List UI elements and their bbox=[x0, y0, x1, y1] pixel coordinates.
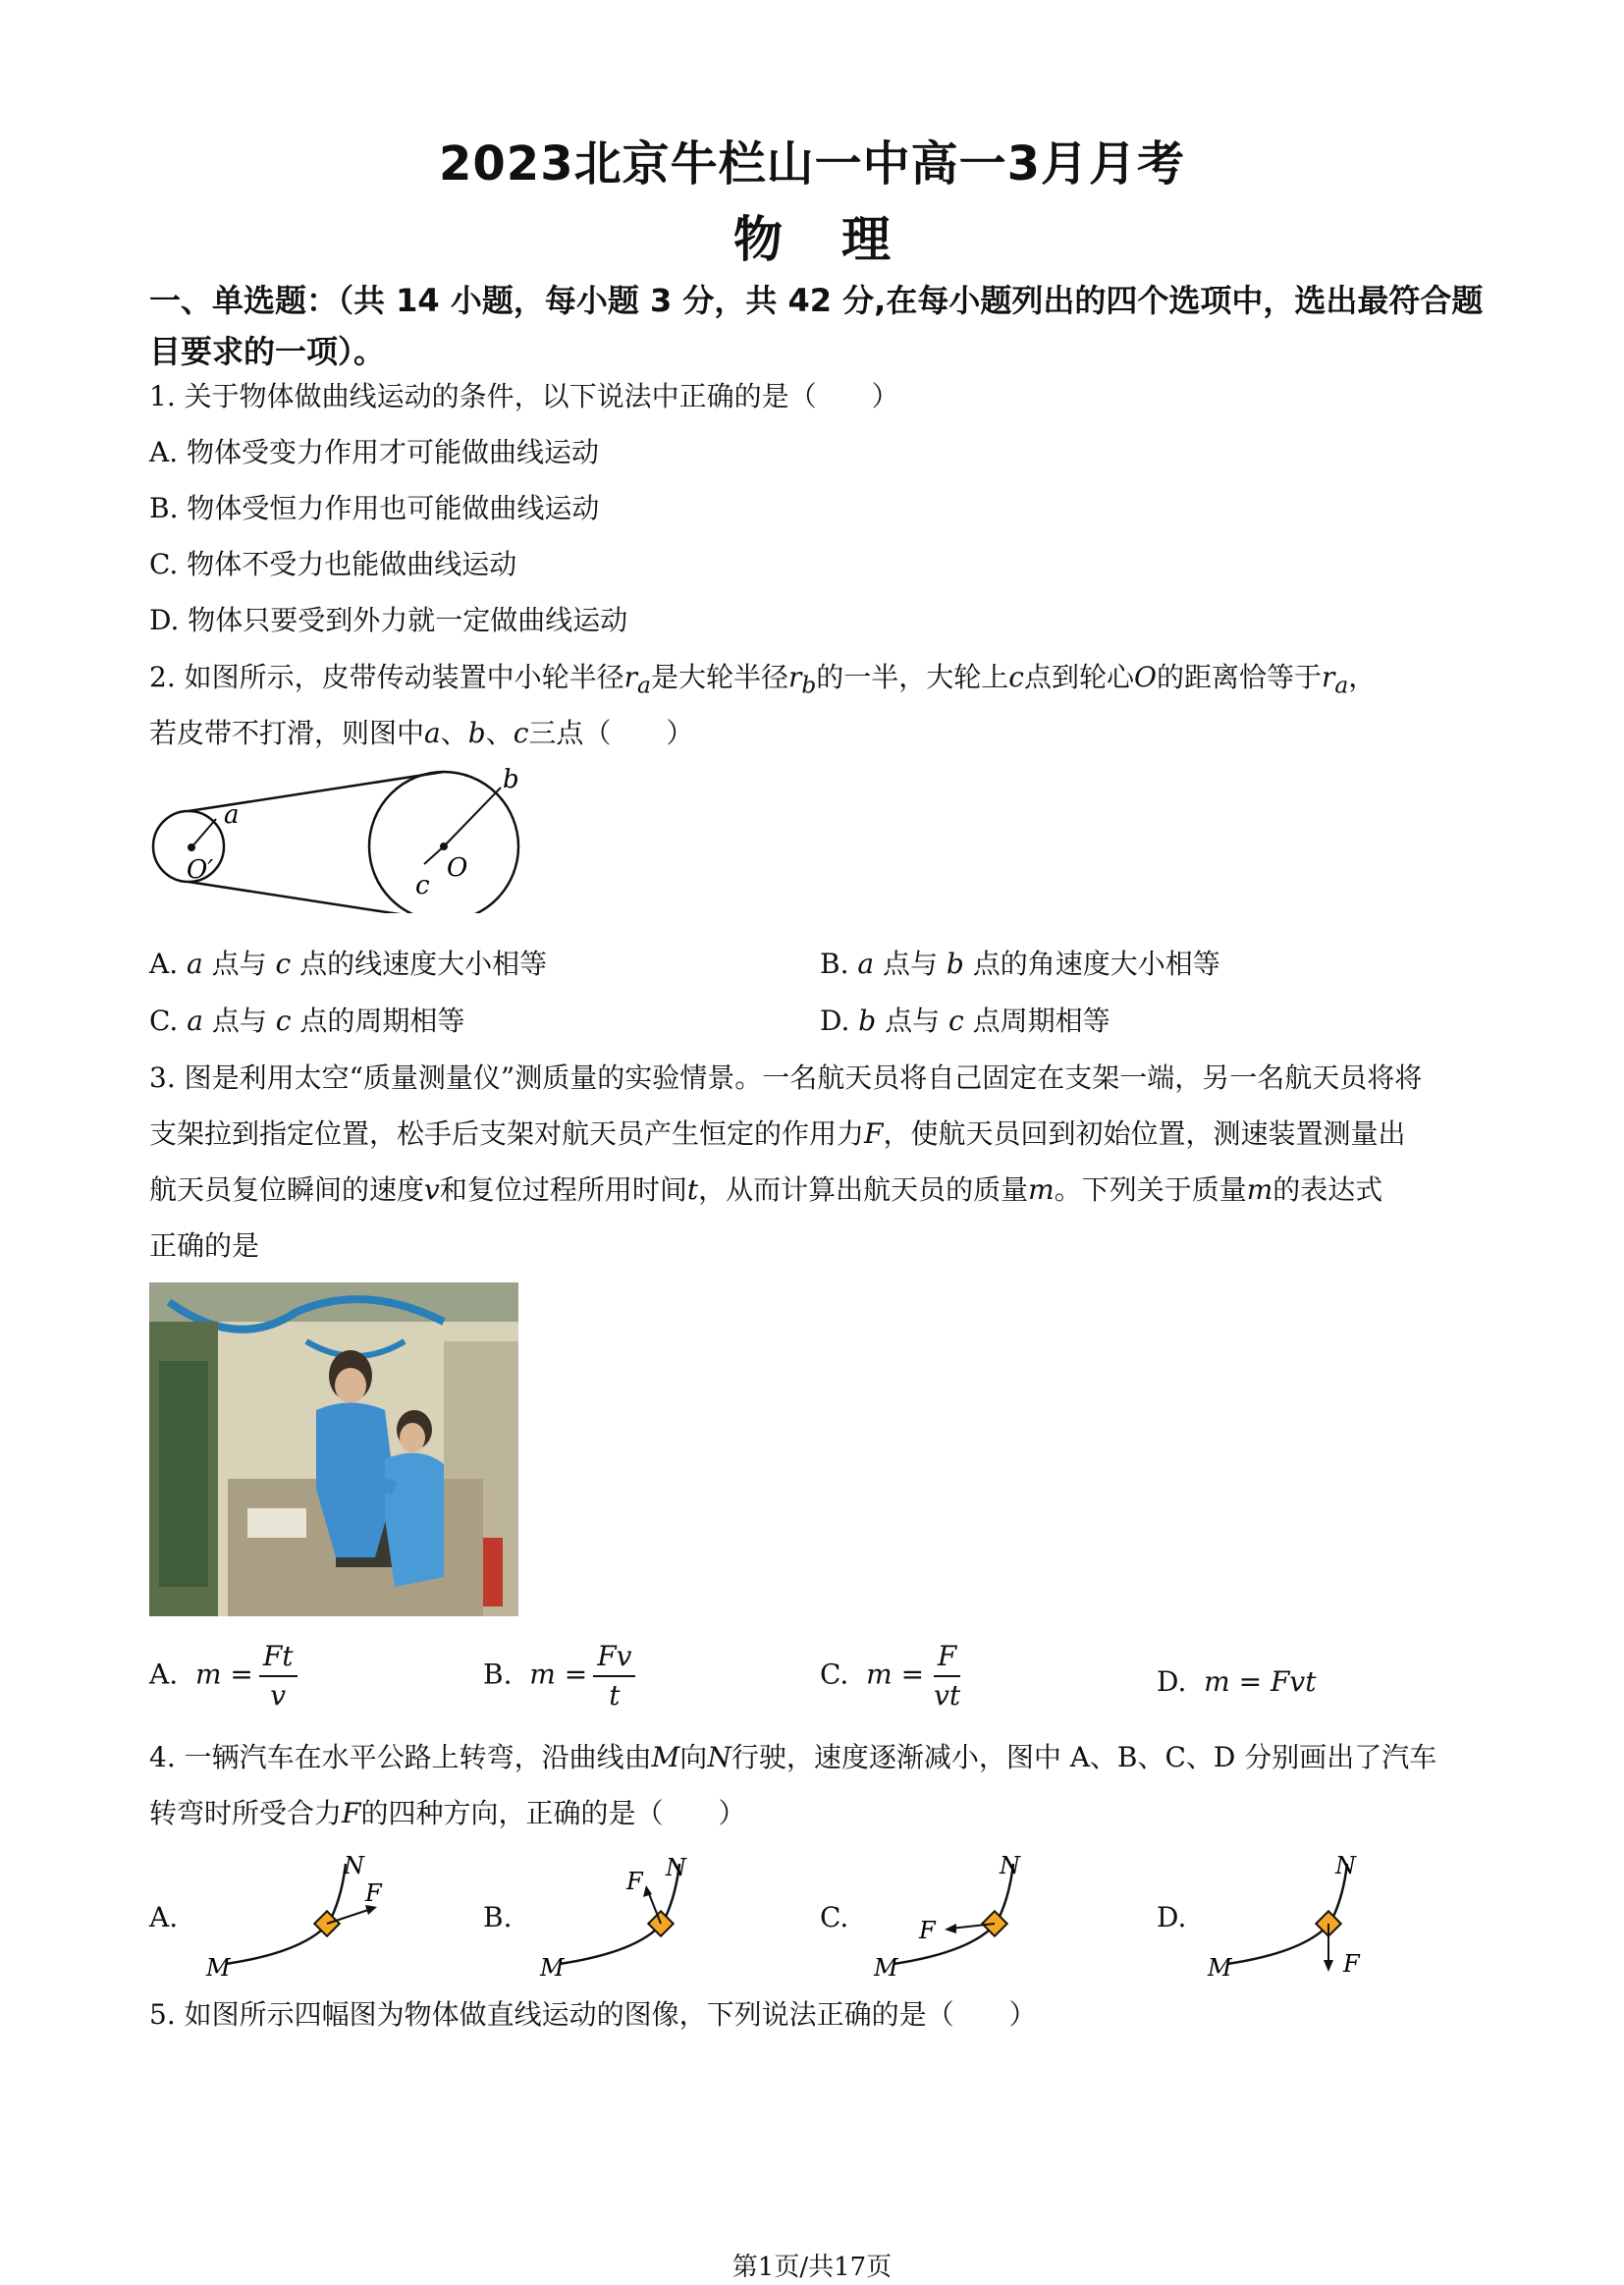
q1-option-a: A. 物体受变力作用才可能做曲线运动 bbox=[149, 436, 600, 468]
label-a: a bbox=[224, 800, 240, 830]
q2-option-b: B. a 点与 b 点的角速度大小相等 bbox=[820, 948, 1220, 980]
q3-line3: 航天员复位瞬间的速度v和复位过程所用时间t，从而计算出航天员的质量m。下列关于质量m的表达式 bbox=[149, 1173, 1383, 1206]
svg-text:F: F bbox=[919, 1917, 936, 1944]
q4-figure-c bbox=[864, 1854, 1060, 1982]
section-heading-line1: 一、单选题：（共 14 小题，每小题 3 分，共 42 分,在每小题列出的四个选项中，选出最符合题 bbox=[149, 282, 1484, 319]
q4-figure-b bbox=[530, 1854, 727, 1982]
q1-option-b: B. 物体受恒力作用也可能做曲线运动 bbox=[149, 492, 600, 524]
astronaut-photo bbox=[149, 1282, 518, 1616]
small-center-dot bbox=[188, 843, 195, 851]
q4-figure-d bbox=[1198, 1854, 1394, 1982]
svg-text:N: N bbox=[344, 1854, 364, 1879]
belt-bottom bbox=[189, 882, 444, 913]
svg-text:F: F bbox=[626, 1868, 643, 1895]
svg-text:M: M bbox=[540, 1954, 565, 1982]
q3-line2: 支架拉到指定位置，松手后支架对航天员产生恒定的作用力F，使航天员回到初始位置，测速装置测量出 bbox=[149, 1117, 1406, 1150]
svg-text:F: F bbox=[1343, 1950, 1360, 1978]
small-radius bbox=[191, 819, 216, 847]
label-O: O bbox=[447, 853, 468, 883]
large-radius bbox=[444, 788, 501, 846]
q2-stem-line2: 若皮带不打滑，则图中a、b、c三点（ ） bbox=[149, 717, 694, 749]
q1-stem: 1. 关于物体做曲线运动的条件，以下说法中正确的是（ ） bbox=[149, 380, 899, 412]
q2-option-c: C. a 点与 c 点的周期相等 bbox=[149, 1005, 465, 1037]
q3-option-d: D. m = Fvt bbox=[1157, 1665, 1317, 1698]
page-footer: 第1页/共17页 bbox=[731, 2253, 893, 2282]
svg-text:M: M bbox=[1208, 1954, 1232, 1982]
svg-text:M: M bbox=[874, 1954, 898, 1982]
subject-title: 物理 bbox=[733, 211, 949, 268]
q4-line2: 转弯时所受合力F的四种方向，正确的是（ ） bbox=[149, 1797, 746, 1829]
q4-option-a-label: A. bbox=[149, 1901, 179, 1933]
q4-option-c-label: C. bbox=[820, 1901, 849, 1933]
q1-option-d: D. 物体只要受到外力就一定做曲线运动 bbox=[149, 604, 628, 636]
q2-option-a: A. a 点与 c 点的线速度大小相等 bbox=[149, 948, 548, 980]
q3-option-c: C. m = $\frac{F}{vt}$ bbox=[820, 1640, 961, 1712]
q4-figure-a bbox=[196, 1854, 432, 1982]
large-center-dot bbox=[440, 843, 448, 850]
belt-pulley-figure bbox=[147, 766, 530, 913]
label-c: c bbox=[415, 871, 430, 900]
q2-option-d: D. b 点与 c 点周期相等 bbox=[820, 1005, 1110, 1037]
section-heading bbox=[149, 275, 1504, 377]
svg-text:N: N bbox=[1000, 1854, 1020, 1879]
svg-text:M: M bbox=[206, 1954, 231, 1982]
exam-title: 2023北京牛栏山一中高一3月月考 bbox=[439, 136, 1185, 191]
label-b: b bbox=[503, 766, 519, 794]
q4-option-b-label: B. bbox=[483, 1901, 513, 1933]
svg-text:N: N bbox=[666, 1854, 686, 1881]
section-heading-line2: 目要求的一项）。 bbox=[149, 333, 386, 370]
q3-line4: 正确的是 bbox=[149, 1229, 260, 1262]
q4-line1: 4. 一辆汽车在水平公路上转弯，沿曲线由M向N行驶，速度逐渐减小，图中 A、B、C、D 分别画出了汽车 bbox=[149, 1741, 1437, 1773]
c-radius bbox=[424, 846, 444, 864]
q2-stem-line1: 2. 如图所示，皮带传动装置中小轮半径$r_a$是大轮半径$r_b$的一半，大轮上c点到轮心O的距离恰等于$r_a$， bbox=[149, 661, 1377, 699]
q5-stem: 5. 如图所示四幅图为物体做直线运动的图像，下列说法正确的是（ ） bbox=[149, 1998, 1037, 2031]
svg-text:F: F bbox=[365, 1879, 382, 1907]
q3-option-b: B. m = $\frac{Fv}{t}$ bbox=[483, 1638, 635, 1714]
svg-text:N: N bbox=[1335, 1854, 1356, 1879]
q1-option-c: C. 物体不受力也能做曲线运动 bbox=[149, 548, 517, 580]
q3-option-a: A. m = $\frac{Ft}{v}$ bbox=[149, 1638, 298, 1714]
q4-option-d-label: D. bbox=[1157, 1901, 1187, 1933]
label-O-prime: O′ bbox=[187, 855, 214, 885]
q3-line1: 3. 图是利用太空“质量测量仪”测质量的实验情景。一名航天员将自己固定在支架一端，另一名航天员将将 bbox=[149, 1061, 1423, 1094]
